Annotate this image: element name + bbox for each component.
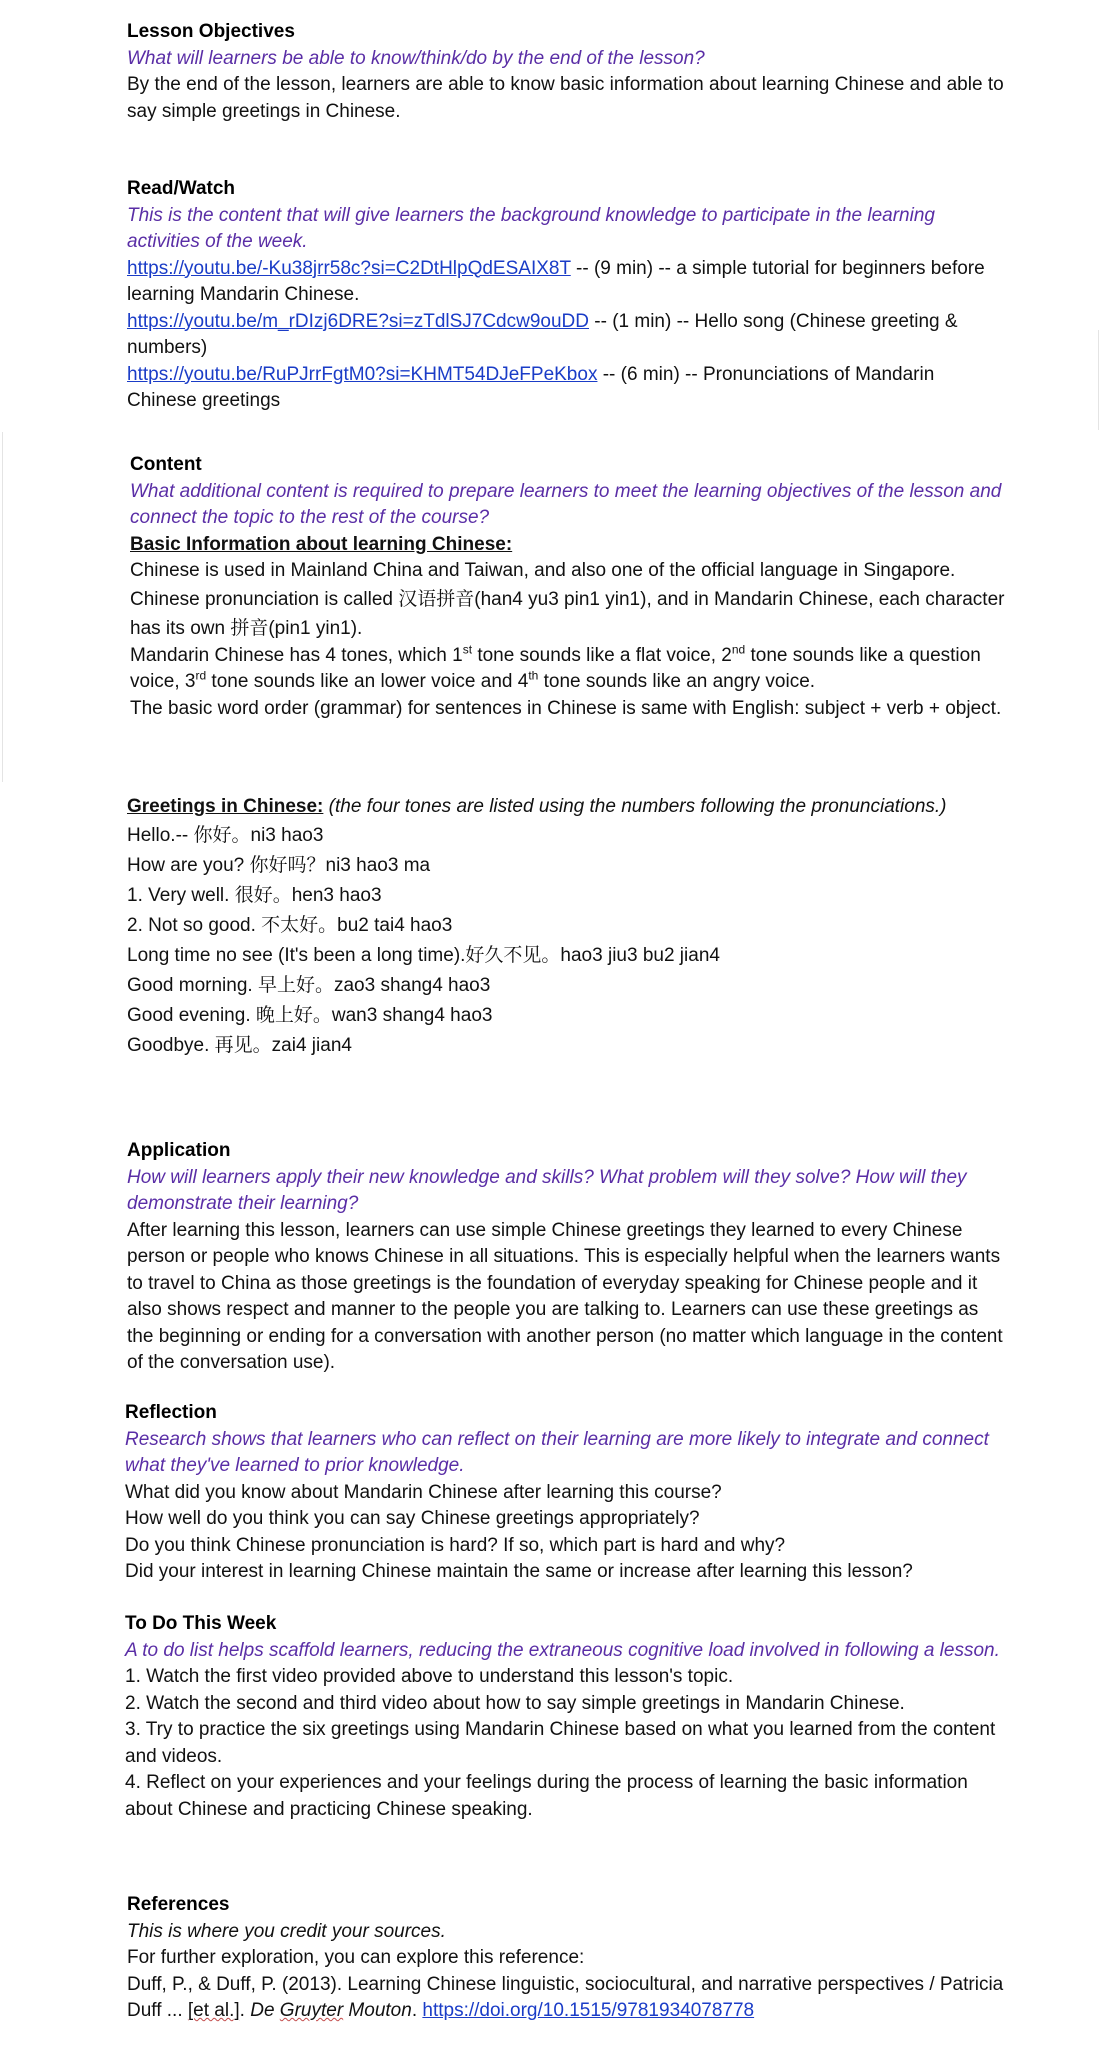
publisher-part-3: Mouton bbox=[343, 2000, 412, 2021]
application-body: After learning this lesson, learners can use simple Chinese greetings they learned to every Chinese person or people who knows Chinese in all situations. This is especially helpful when the learners wants to travel to China as those greetings is the foundation of everyday speaking for Chinese people and it also shows respect and manner to the people you are talking to. Learners can use these greetings as the beginning or ending for a conversation with another person (no matter which language in the content of the conversation use). bbox=[127, 1219, 1003, 1373]
tones-sup-4: th bbox=[528, 668, 539, 683]
references-intro: For further exploration, you can explore this reference: bbox=[127, 1947, 585, 1968]
greetings-section bbox=[127, 794, 1007, 1061]
video-item-1 bbox=[127, 256, 1007, 309]
application-prompt: How will learners apply their new knowledge and skills? What problem will they solve? How will they demonstrate their learning? bbox=[127, 1166, 967, 1214]
reflection-prompt: Research shows that learners who can reflect on their learning are more likely to integrate and connect what they've learned to prior knowledge. bbox=[125, 1428, 989, 1476]
read-watch-prompt: This is the content that will give learners the background knowledge to participate in the learning activities of the week. bbox=[127, 204, 935, 252]
objectives-heading: Lesson Objectives bbox=[127, 21, 295, 42]
greeting-line: 2. Not so good. 不太好。bu2 tai4 hao3 bbox=[127, 914, 453, 936]
citation-publisher bbox=[250, 2000, 412, 2021]
video-link-3[interactable]: https://youtu.be/RuPJrrFgtM0?si=KHMT54DJeFPeKbox bbox=[127, 363, 598, 385]
content-prompt: What additional content is required to prepare learners to meet the learning objectives of the lesson and connect the topic to the rest of the course? bbox=[130, 480, 1002, 528]
todo-item: 1. Watch the first video provided above to understand this lesson's topic. bbox=[125, 1666, 734, 1687]
greeting-line: 1. Very well. 很好。hen3 hao3 bbox=[127, 884, 382, 906]
reflection-question: Do you think Chinese pronunciation is hard? If so, which part is hard and why? bbox=[125, 1534, 786, 1556]
read-watch-section bbox=[127, 176, 1007, 415]
greeting-line: Goodbye. 再见。zai4 jian4 bbox=[127, 1034, 352, 1056]
tones-sup-2: nd bbox=[731, 642, 746, 657]
todo-prompt: A to do list helps scaffold learners, reducing the extraneous cognitive load involved in following a lesson. bbox=[125, 1639, 1000, 1661]
citation-doi-link[interactable]: https://doi.org/10.1515/9781934078778 bbox=[422, 2000, 755, 2021]
citation-sep-2: . bbox=[411, 2000, 423, 2021]
video-desc-2: -- (1 min) -- Hello song (Chinese greeting & numbers) bbox=[127, 310, 958, 358]
reflection-question: How well do you think you can say Chinese greetings appropriately? bbox=[125, 1508, 700, 1529]
objectives-section bbox=[127, 19, 1007, 125]
reflection-question: Did your interest in learning Chinese maintain the same or increase after learning this lesson? bbox=[125, 1561, 913, 1582]
objectives-body: By the end of the lesson, learners are able to know basic information about learning Chinese and able to say simple greetings in Chinese. bbox=[127, 74, 1004, 122]
tones-text-e: tone sounds like an angry voice. bbox=[538, 671, 816, 692]
content-paragraph-3 bbox=[130, 643, 1010, 696]
todo-item: 4. Reflect on your experiences and your feelings during the process of learning the basic information about Chinese and practicing Chinese speaking. bbox=[125, 1772, 968, 1820]
todo-heading: To Do This Week bbox=[125, 1613, 277, 1634]
greeting-line: Long time no see (It's been a long time).好久不见。hao3 jiu3 bu2 jian4 bbox=[127, 944, 720, 966]
reference-citation bbox=[127, 1972, 1007, 2025]
references-section bbox=[127, 1892, 1007, 2025]
video-item-2 bbox=[127, 309, 1007, 362]
application-heading: Application bbox=[127, 1140, 231, 1161]
reflection-question: What did you know about Mandarin Chinese after learning this course? bbox=[125, 1481, 722, 1503]
publisher-part-1: De bbox=[250, 2000, 275, 2021]
content-heading: Content bbox=[130, 454, 202, 475]
video-item-3 bbox=[127, 362, 1007, 415]
page-edge-line-left bbox=[2, 432, 3, 782]
greetings-intro bbox=[127, 794, 1007, 821]
greetings-title: Greetings in Chinese: bbox=[127, 796, 324, 817]
publisher-part-2: Gruyter bbox=[279, 2000, 344, 2021]
todo-item: 3. Try to practice the six greetings using Mandarin Chinese based on what you learned from the content and videos. bbox=[125, 1719, 996, 1767]
tones-text-d: tone sounds like an lower voice and 4 bbox=[206, 671, 529, 692]
content-section bbox=[130, 452, 1010, 722]
tones-sup-1: st bbox=[462, 642, 473, 657]
greeting-line: Good evening. 晚上好。wan3 shang4 hao3 bbox=[127, 1004, 493, 1026]
citation-text: Duff, P., & Duff, P. (2013). Learning Chinese linguistic, sociocultural, and narrative perspectives / Patricia Duff ... bbox=[127, 1973, 1004, 2021]
video-desc-3: -- (6 min) -- Pronunciations of Mandarin Chinese greetings bbox=[127, 363, 935, 411]
citation-sep: . bbox=[239, 2000, 251, 2021]
read-watch-heading: Read/Watch bbox=[127, 178, 236, 199]
greetings-list bbox=[127, 821, 1007, 1061]
todo-item: 2. Watch the second and third video about how to say simple greetings in Mandarin Chinese. bbox=[125, 1692, 905, 1714]
greeting-line: Good morning. 早上好。zao3 shang4 hao3 bbox=[127, 974, 491, 996]
application-section bbox=[127, 1138, 1007, 1377]
greeting-line: How are you? 你好吗？ni3 hao3 ma bbox=[127, 854, 431, 876]
page-edge-line-right bbox=[1098, 330, 1099, 430]
video-link-1[interactable]: https://youtu.be/-Ku38jrr58c?si=C2DtHlpQdESAIX8T bbox=[127, 257, 571, 279]
basic-info-title: Basic Information about learning Chinese: bbox=[130, 533, 513, 555]
video-desc-1: -- (9 min) -- a simple tutorial for beginners before learning Mandarin Chinese. bbox=[127, 257, 985, 305]
objectives-prompt: What will learners be able to know/think/do by the end of the lesson? bbox=[127, 47, 705, 69]
content-paragraph-2: Chinese pronunciation is called 汉语拼音(han4 yu3 pin1 yin1), and in Mandarin Chinese, each character has its own 拼音(pin1 yin1). bbox=[130, 588, 1005, 639]
citation-etal: [et al.] bbox=[187, 2000, 240, 2021]
tones-text-c: tone sounds like a question voice, 3 bbox=[130, 644, 981, 692]
references-heading: References bbox=[127, 1894, 230, 1915]
tones-sup-3: rd bbox=[195, 668, 207, 683]
content-paragraph-4: The basic word order (grammar) for sentences in Chinese is same with English: subject + verb + object. bbox=[130, 697, 1002, 719]
reflection-section bbox=[125, 1400, 1005, 1586]
reflection-heading: Reflection bbox=[125, 1402, 217, 1423]
greetings-note: (the four tones are listed using the numbers following the pronunciations.) bbox=[323, 796, 947, 817]
greeting-line: Hello.-- 你好。ni3 hao3 bbox=[127, 824, 324, 846]
content-paragraph-1: Chinese is used in Mainland China and Taiwan, and also one of the official language in Singapore. bbox=[130, 560, 956, 581]
video-link-2[interactable]: https://youtu.be/m_rDIzj6DRE?si=zTdlSJ7Cdcw9ouDD bbox=[127, 310, 589, 332]
references-prompt: This is where you credit your sources. bbox=[127, 1920, 446, 1942]
todo-section bbox=[125, 1611, 1005, 1823]
tones-text-a: Mandarin Chinese has 4 tones, which 1 bbox=[130, 644, 463, 666]
tones-text-b: tone sounds like a flat voice, 2 bbox=[472, 644, 732, 666]
